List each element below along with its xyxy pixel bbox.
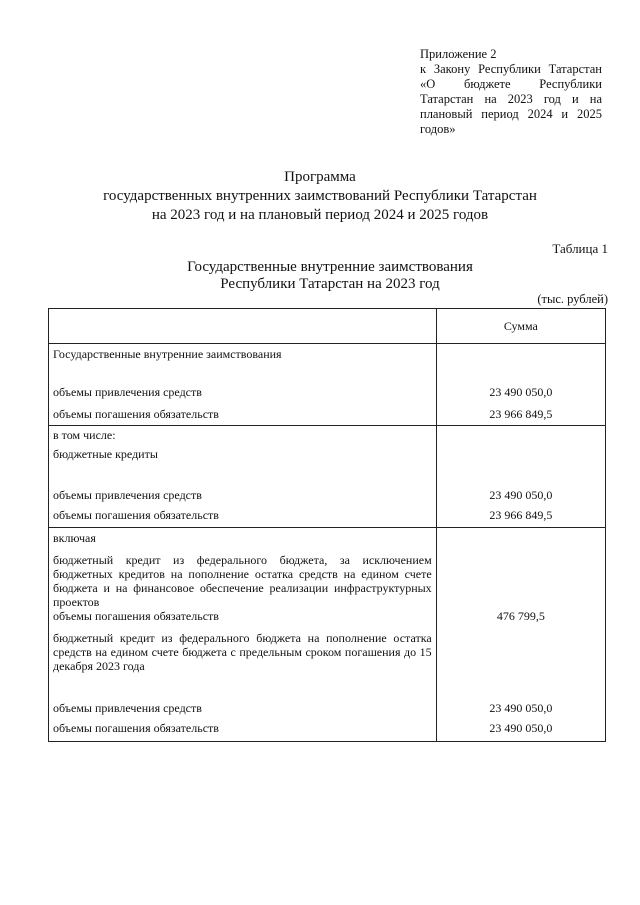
appendix-line: плановый период 2024 и 2025: [420, 107, 602, 121]
row-label: объемы привлечения средств: [49, 488, 437, 508]
row-value: 23 490 050,0: [436, 721, 605, 742]
table-row: [49, 381, 606, 407]
table-row: [49, 426, 606, 448]
table-row: [49, 508, 606, 528]
program-title: [60, 168, 580, 225]
table-title-line: Государственные внутренние заимствования: [187, 259, 473, 275]
table-row: [49, 488, 606, 508]
row-value: 23 490 050,0: [436, 488, 605, 508]
table-row: [49, 528, 606, 552]
table-header-row: [49, 309, 606, 344]
table-row: [49, 551, 606, 609]
appendix-line: годов»: [420, 122, 456, 136]
empty-cell: [436, 551, 605, 609]
section-title: Государственные внутренние заимствования: [49, 344, 437, 382]
program-title-line: государственных внутренних заимствований Республики Татарстан: [103, 188, 537, 204]
table-title-line: Республики Татарстан на 2023 год: [220, 276, 440, 292]
section-title: включая: [49, 528, 437, 552]
borrowings-table: [48, 308, 606, 742]
row-label: объемы погашения обязательств: [49, 407, 437, 426]
row-value: 476 799,5: [436, 609, 605, 629]
section-title: в том числе:: [49, 426, 437, 448]
empty-cell: [436, 629, 605, 701]
row-label: объемы привлечения средств: [49, 701, 437, 721]
appendix-note: [420, 47, 602, 137]
empty-cell: [436, 528, 605, 552]
header-sum-cell: Сумма: [436, 309, 605, 344]
empty-cell: [436, 426, 605, 448]
row-value: 23 490 050,0: [436, 381, 605, 407]
program-title-line: на 2023 год и на плановый период 2024 и 2025 годов: [151, 207, 489, 223]
units-label: (тыс. рублей): [537, 292, 608, 306]
table-row: [49, 721, 606, 742]
row-label: объемы погашения обязательств: [49, 508, 437, 528]
empty-cell: [436, 447, 605, 488]
appendix-line: «О бюджете Республики: [420, 77, 602, 91]
row-label: объемы погашения обязательств: [49, 721, 437, 742]
row-description: бюджетный кредит из федерального бюджета, за исключением бюджетных кредитов на пополнение остатка средств на едином счете бюджета и на финансовое обеспечение реализации инфраструктурных проектов: [49, 551, 437, 609]
table-title: [60, 259, 600, 293]
row-label: объемы привлечения средств: [49, 381, 437, 407]
table-row: [49, 447, 606, 488]
row-label: бюджетные кредиты: [49, 447, 437, 488]
table-row: [49, 701, 606, 721]
table-row: [49, 629, 606, 701]
row-value: 23 966 849,5: [436, 407, 605, 426]
table-row: [49, 407, 606, 426]
row-value: 23 966 849,5: [436, 508, 605, 528]
appendix-line: к Закону Республики Татарстан: [420, 62, 602, 76]
empty-cell: [436, 344, 605, 382]
program-title-line: Программа: [284, 169, 356, 185]
row-value: 23 490 050,0: [436, 701, 605, 721]
row-description: бюджетный кредит из федерального бюджета на пополнение остатка средств на едином счете бюджета с предельным сроком погашения до 15 декабря 2023 года: [49, 629, 437, 701]
appendix-line: Приложение 2: [420, 47, 497, 61]
header-empty-cell: [49, 309, 437, 344]
appendix-line: Татарстан на 2023 год и на: [420, 92, 602, 106]
row-label: объемы погашения обязательств: [49, 609, 437, 629]
table-label: Таблица 1: [552, 241, 608, 256]
table-row: [49, 344, 606, 382]
table-row: [49, 609, 606, 629]
